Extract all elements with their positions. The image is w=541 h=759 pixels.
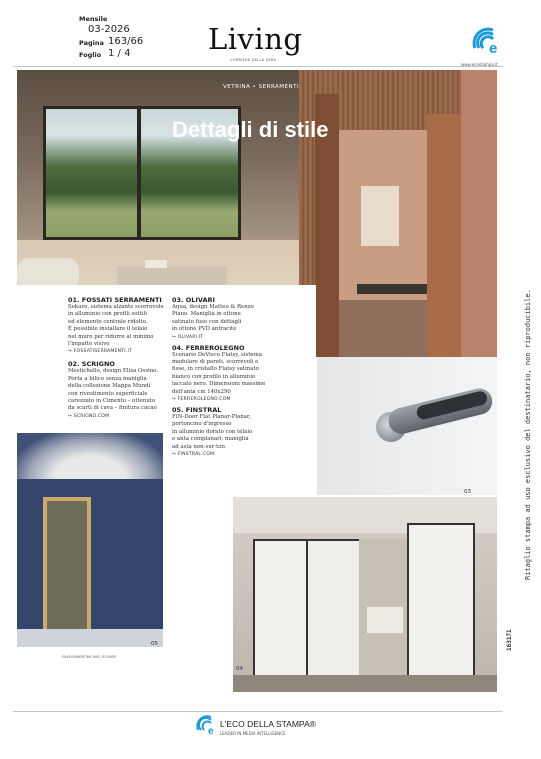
clipping-code: 163171 (506, 629, 513, 651)
item-line: nel muro per ridurre al minimo (68, 333, 154, 340)
item-line: in ottone PVD antracite (172, 326, 237, 333)
arrow-icon: ↪ (68, 413, 74, 419)
item-olivari (172, 296, 282, 341)
item-link[interactable]: ↪ FERREROLEGNO.COM (172, 397, 231, 403)
item-scrigno (68, 360, 168, 419)
item-line: dell'anta cm 140x290 (172, 388, 231, 395)
item-line: bianco con profilo in alluminio (172, 373, 256, 380)
item-line: fisse, in cristallo Flatsy satinato (172, 366, 259, 373)
item-link[interactable]: ↪ OLIVARI.IT (172, 334, 204, 340)
item-link[interactable]: ↪ FOSSATISERRAMENTI.IT (68, 349, 133, 355)
item-line: da scarti di cava – finitura cacao (68, 405, 157, 412)
svg-text:e: e (489, 40, 498, 56)
item-line: portoncino d'ingresso (172, 421, 232, 428)
item-link[interactable]: ↪ FINSTRAL.COM (172, 452, 215, 458)
sliding-wall-photo (233, 497, 497, 692)
item-line: ad asta non-sur-ton (172, 443, 225, 450)
item-heading: 05. FINSTRAL (172, 406, 222, 415)
item-line: Porta a bilico senza maniglia (68, 375, 147, 382)
handle-photo (317, 357, 497, 495)
item-line: Scenario DeVisco Flatsy, sistema (172, 351, 262, 358)
blue-door-photo (17, 433, 163, 647)
item-line: l'impatto visivo (68, 341, 110, 348)
eco-footer-logo-icon (196, 715, 218, 735)
pagina-label: Pagina (79, 39, 104, 47)
item-line: ed elemento centrale ridotto. (68, 318, 148, 325)
section-label: VETRINA • SERRAMENTI (223, 84, 300, 90)
item-line: carezzato in Cimento – ottenuto (68, 398, 156, 405)
item-heading: 01. FOSSATI SERRAMENTI (68, 296, 162, 304)
photo-number-05: 05 (151, 641, 158, 647)
reproduction-note: Ritaglio stampa ad uso esclusivo del destinatario, non riproducibile. (524, 289, 532, 580)
magazine-logo: Living (208, 22, 303, 56)
foglio-value: 1 / 4 (108, 48, 131, 59)
item-line: laccato nero. Dimensioni massime (172, 381, 266, 388)
arrow-icon: ↪ (172, 334, 178, 340)
item-line: in alluminio con profili sottili (68, 311, 148, 318)
photo-credit: ENVIRONMENT/MICHAEL ROOMER (62, 655, 117, 659)
item-ferrerolegno (172, 344, 282, 403)
right-column (172, 296, 282, 458)
item-fossati (68, 296, 168, 355)
item-line: Mestichello, design Elisa Ossino. (68, 368, 159, 375)
arrow-icon: ↪ (172, 452, 178, 458)
eco-logo-icon (471, 26, 505, 56)
svg-text:e: e (208, 726, 214, 735)
photo-number-03: 03 (464, 489, 471, 495)
left-column (68, 296, 168, 420)
item-line: satinato fuso con dettagli (172, 318, 242, 325)
item-heading: 04. FERREROLEGNO (172, 343, 245, 352)
pagina-value: 163/66 (108, 36, 144, 47)
site-url: www.ecostampa.it (461, 62, 498, 67)
item-link[interactable]: ↪ SCRIGNO.COM (68, 413, 110, 419)
photo-number-04: 04 (236, 666, 243, 672)
item-line: Piano. Maniglia in ottone (172, 311, 241, 318)
item-line: in alluminio dorato con telaio (172, 428, 253, 435)
item-line: con rivestimento superficiale (68, 390, 148, 397)
item-line: FIN-Door Flat Planar-Planar, (172, 414, 251, 421)
item-line: Aqua, design Matteo & Renzo (172, 304, 254, 310)
footer-tagline: LEADER IN MEDIA INTELLIGENCE (220, 731, 286, 736)
arrow-icon: ↪ (172, 397, 178, 403)
item-heading: 02. SCRIGNO (68, 360, 115, 369)
item-line: della collezione Mappa Mundi (68, 383, 151, 390)
item-finstral (172, 406, 282, 458)
footer-rule (13, 711, 503, 712)
arrow-icon: ↪ (68, 349, 74, 355)
magazine-subtitle: CORRIERE DELLA SERA (230, 58, 277, 62)
item-line: e anta complanari; maniglia (172, 436, 249, 443)
footer-brand: L'ECO DELLA STAMPA® (220, 719, 316, 729)
article-title: Dettagli di stile (172, 117, 329, 142)
header-rule (13, 66, 503, 67)
item-line: modulare di pareti, scorrevoli e (172, 359, 259, 366)
foglio-label: Foglio (79, 51, 102, 59)
mensile-label: Mensile (79, 15, 108, 23)
item-line: È possibile installare il telaio (68, 326, 148, 333)
issue-date: 03-2026 (88, 24, 130, 35)
item-line: Sekuro, sistema alzante scorrevole (68, 304, 164, 310)
item-heading: 03. OLIVARI (172, 296, 215, 304)
